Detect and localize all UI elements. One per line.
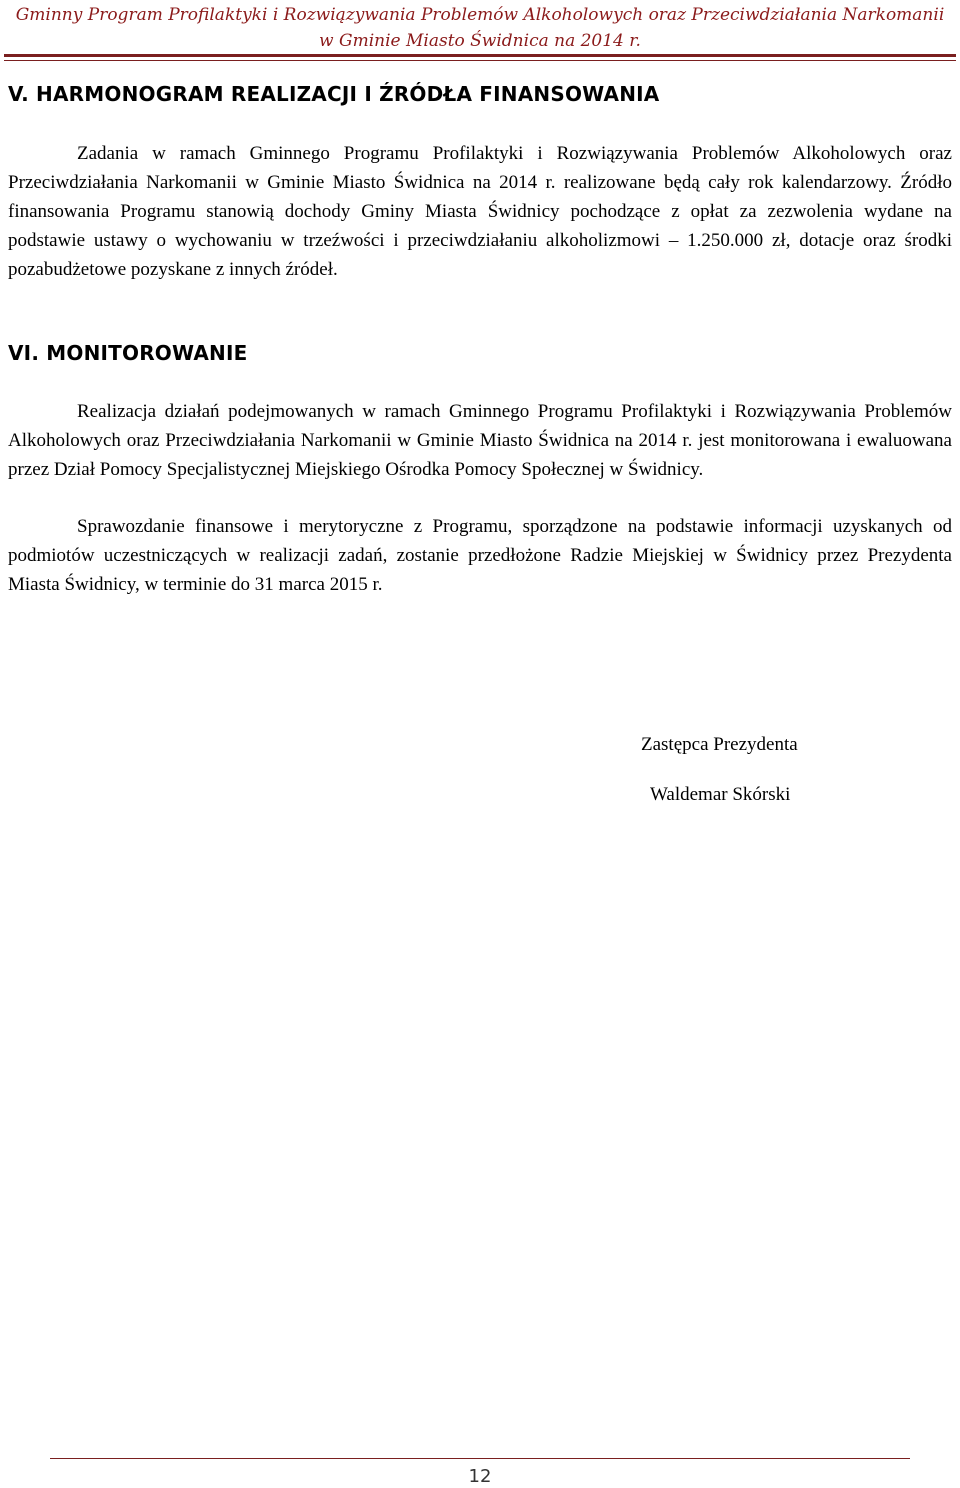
- signature-title: Zastępca Prezydenta: [641, 734, 798, 755]
- header-title-line-1: Gminny Program Profilaktyki i Rozwiązywania Problemów Alkoholowych oraz Przeciwdziałania Narkomanii: [15, 5, 945, 25]
- signature-name: Waldemar Skórski: [650, 784, 791, 805]
- harmonogram-paragraph: Zadania w ramach Gminnego Programu Profilaktyki i Rozwiązywania Problemów Alkoholowych oraz Przeciwdziałania Narkomanii w Gminie Miasto Świdnica na 2014 r. realizowane będą cały rok kalendarzowy. Źródło finansowania Programu stanowią dochody Gminy Miasta Świdnicy pochodzące z opłat za zezwolenia wydane na podstawie ustawy o wychowaniu w trzeźwości i przeciwdziałaniu alkoholizmowi – 1.250.000 zł, dotacje oraz środki pozabudżetowe pozyskane z innych źródeł.: [8, 143, 952, 280]
- page-number: 12: [468, 1466, 492, 1487]
- monitorowanie-paragraph-2: Sprawozdanie finansowe i merytoryczne z Programu, sporządzone na podstawie informacji uzyskanych od podmiotów uczestniczących w realizacji zadań, zostanie przedłożone Radzie Miejskiej w Świdnicy przez Prezydenta Miasta Świdnicy, w terminie do 31 marca 2015 r.: [8, 516, 952, 595]
- monitorowanie-paragraph-1: Realizacja działań podejmowanych w ramach Gminnego Programu Profilaktyki i Rozwiązywania Problemów Alkoholowych oraz Przeciwdziałania Narkomanii w Gminie Miasto Świdnica na 2014 r. jest monitorowana i ewaluowana przez Dział Pomocy Specjalistycznej Miejskiego Ośrodka Pomocy Społecznej w Świdnicy.: [8, 401, 952, 480]
- section-title-harmonogram: V. HARMONOGRAM REALIZACJI I ŹRÓDŁA FINANSOWANIA: [8, 82, 660, 106]
- header-divider-thin: [4, 60, 956, 61]
- header-divider-thick: [4, 54, 956, 57]
- section-title-monitorowanie: VI. MONITOROWANIE: [8, 341, 248, 365]
- page-header: [0, 0, 960, 62]
- footer-divider: [50, 1458, 910, 1459]
- header-title-line-2: w Gminie Miasto Świdnica na 2014 r.: [319, 31, 641, 51]
